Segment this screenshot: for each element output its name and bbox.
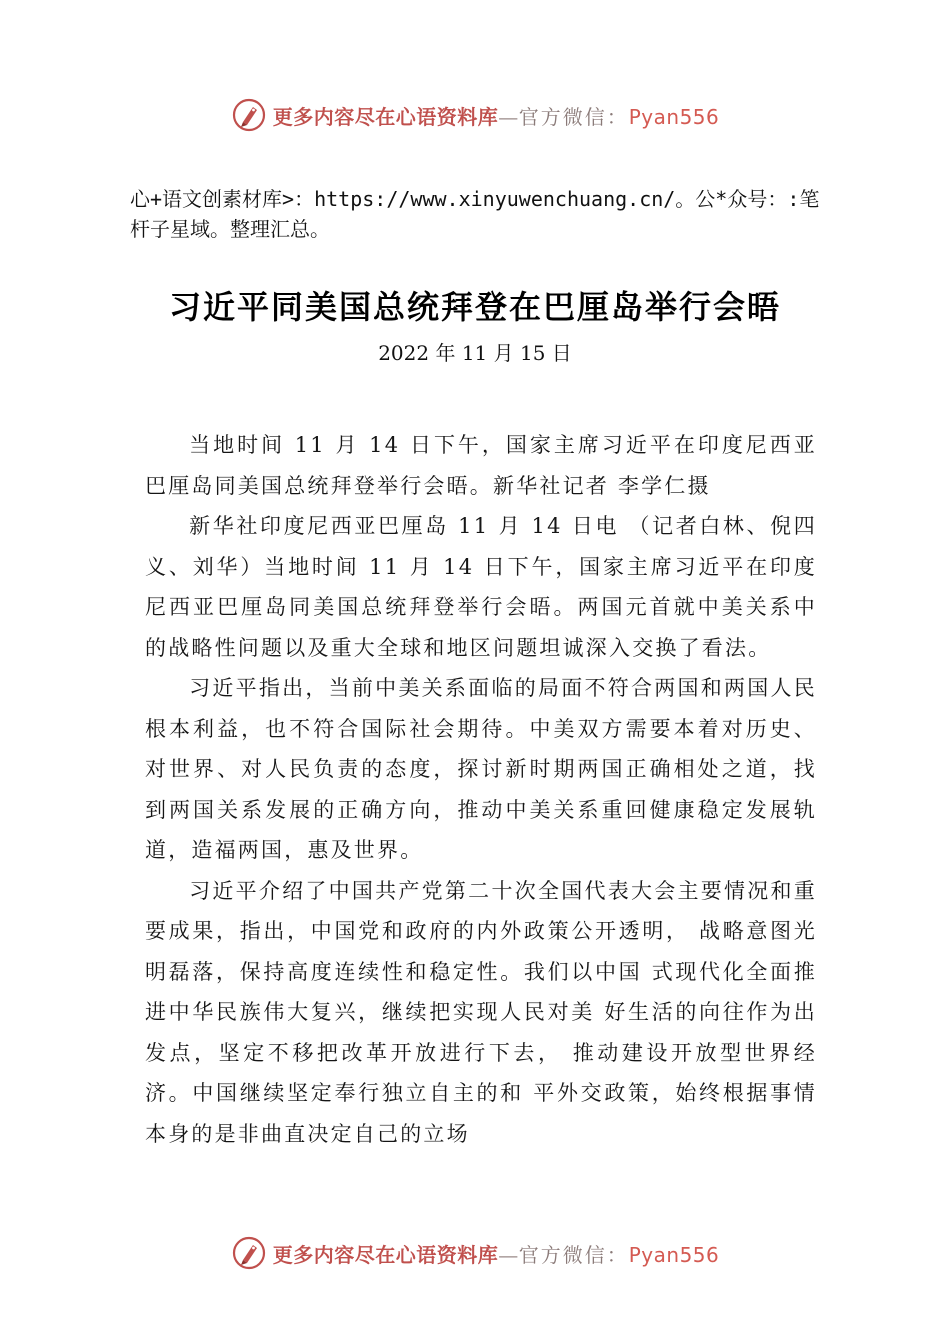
paragraph: 当地时间 11 月 14 日下午，国家主席习近平在印度尼西亚巴厘岛同美国总统拜登举行会晤。新华社记者 李学仁摄 [145, 433, 817, 498]
article-date: 2022 年 11 月 15 日 [378, 341, 572, 365]
watermark-brand: 更多内容尽在心语资料库 [272, 1242, 499, 1267]
pen-nib-logo-icon [231, 97, 267, 133]
watermark-wechat-id: Pyan556 [628, 1242, 720, 1267]
source-line: 心+语文创素材库>：https://www.xinyuwenchuang.cn/。公*众号：:笔杆子星域。整理汇总。 [130, 187, 820, 241]
watermark-label: 官方微信： [518, 104, 629, 129]
footer-watermark [0, 1231, 950, 1275]
watermark-separator: — [498, 104, 519, 129]
paragraph: 习近平介绍了中国共产党第二十次全国代表大会主要情况和重要成果，指出，中国党和政府的内外政策公开透明， 战略意图光明磊落，保持高度连续性和稳定性。我们以中国 式现代化全面推进中华民族伟大复兴，继续把实现人民对美 好生活的向往作为出发点，坚定不移把改革开放进行下去， 推动建设开放型世界经济。中国继续坚定奉行独立自主的和 平外交政策，始终根据事情本身的是非曲直决定自己的立场 [145, 878, 817, 1146]
paragraph: 新华社印度尼西亚巴厘岛 11 月 14 日电 （记者白林、倪四义、刘华）当地时间 11 月 14 日下午，国家主席习近平在印度尼西亚巴厘岛同美国总统拜登举行会晤。两国元首就中美关系中的战略性问题以及重大全球和地区问题坦诚深入交换了看法。 [145, 514, 817, 660]
watermark-text [273, 1239, 720, 1268]
article-title: 习近平同美国总统拜登在巴厘岛举行会晤 [168, 288, 781, 326]
pen-nib-logo-icon [231, 1235, 267, 1271]
watermark-text [273, 101, 720, 130]
watermark-label: 官方微信： [518, 1242, 629, 1267]
header-watermark [0, 93, 950, 137]
watermark-brand: 更多内容尽在心语资料库 [272, 104, 499, 129]
article-body [145, 425, 817, 1154]
watermark-separator: — [498, 1242, 519, 1267]
watermark-wechat-id: Pyan556 [628, 104, 720, 129]
paragraph: 习近平指出，当前中美关系面临的局面不符合两国和两国人民根本利益，也不符合国际社会期待。中美双方需要本着对历史、对世界、对人民负责的态度，探讨新时期两国正确相处之道，找到两国关系发展的正确方向，推动中美关系重回健康稳定发展轨道，造福两国，惠及世界。 [145, 676, 817, 862]
